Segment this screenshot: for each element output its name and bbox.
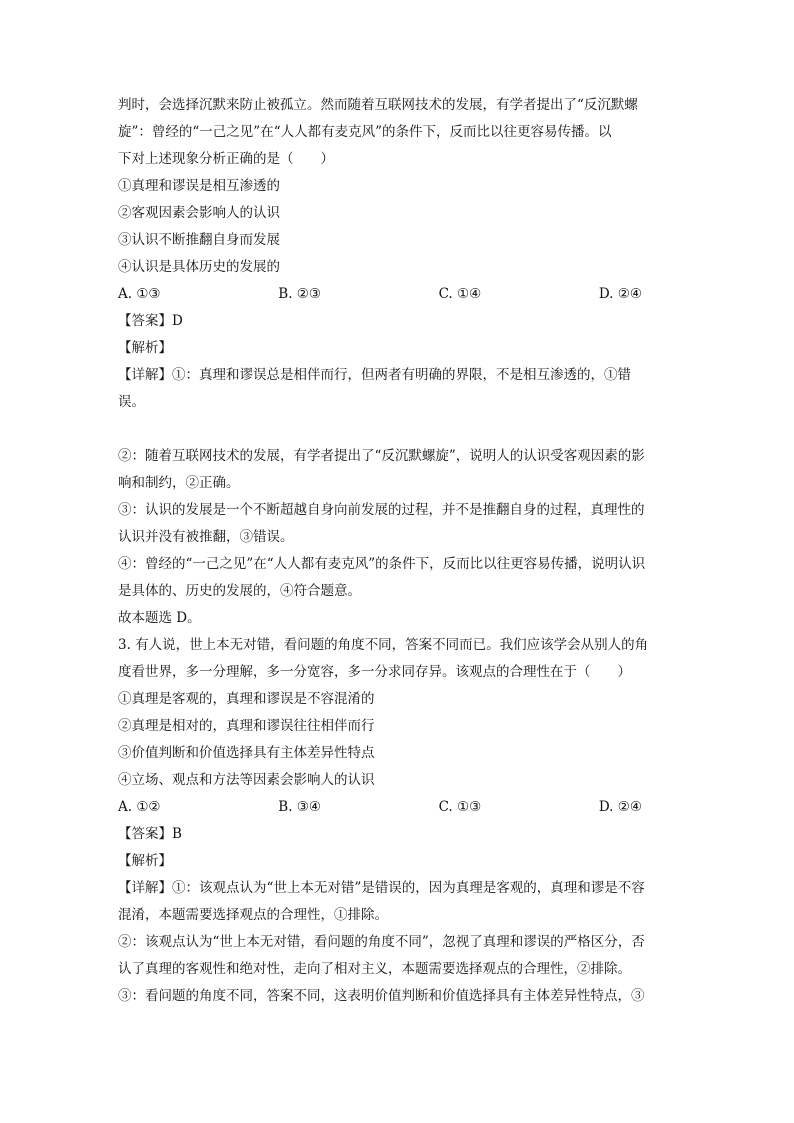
statement-item: ④立场、观点和方法等因素会影响人的认识: [118, 772, 375, 788]
detail-line: 混淆，本题需要选择观点的合理性，①排除。: [118, 907, 388, 923]
detail-line: 认识并没有被推翻，③错误。: [118, 529, 294, 545]
question-3: [118, 632, 678, 1010]
question-2: [118, 92, 678, 632]
answer-options: [118, 281, 678, 308]
detail-line: 【详解】①：该观点认为“世上本无对错”是错误的，因为真理是客观的，真理和谬是不容: [118, 880, 645, 896]
statement-item: ③认识不断推翻自身而发展: [118, 232, 280, 248]
option-d: D. ②④: [598, 799, 642, 815]
option-c: C. ①④: [438, 286, 482, 302]
option-c: C. ①③: [438, 799, 482, 815]
statement-item: ②真理是相对的，真理和谬误往往相伴而行: [118, 718, 375, 734]
question-stem-line: 度看世界，多一分理解，多一分宽容，多一分求同存异。该观点的合理性在于（ ）: [118, 664, 631, 680]
blank-line: [118, 416, 678, 443]
detail-line: ②：该观点认为“世上本无对错，看问题的角度不同”，忽视了真理和谬误的严格区分，否: [118, 934, 645, 950]
option-b: B. ③④: [278, 799, 321, 815]
detail-line: 【详解】①：真理和谬误总是相伴而行，但两者有明确的界限，不是相互渗透的，①错: [118, 367, 631, 383]
statement-item: ①真理和谬误是相互渗透的: [118, 178, 280, 194]
answer-options: [118, 794, 678, 821]
detail-line: 误。: [118, 394, 145, 410]
analysis-label: 【解析】: [118, 853, 172, 869]
detail-line: ③：认识的发展是一个不断超越自身向前发展的过程，并不是推翻自身的过程，真理性的: [118, 502, 645, 518]
detail-line: ④：曾经的“一己之见”在“人人都有麦克风”的条件下，反而比以往更容易传播，说明认识: [118, 556, 646, 572]
answer-label: 【答案】B: [118, 826, 182, 842]
conclusion-line: 故本题选 D。: [118, 610, 201, 626]
statement-item: ④认识是具体历史的发展的: [118, 259, 280, 275]
option-a: A. ①②: [118, 799, 161, 815]
statement-item: ①真理是客观的，真理和谬误是不容混淆的: [118, 691, 375, 707]
option-a: A. ①③: [118, 286, 161, 302]
question-stem-line: 旋”：曾经的“一己之见”在“人人都有麦克风”的条件下，反而比以往更容易传播。以: [118, 124, 612, 140]
option-d: D. ②④: [598, 286, 642, 302]
detail-line: 认了真理的客观性和绝对性，走向了相对主义，本题需要选择观点的合理性，②排除。: [118, 961, 631, 977]
detail-line: 是具体的、历史的发展的，④符合题意。: [118, 583, 361, 599]
answer-label: 【答案】D: [118, 313, 183, 329]
option-b: B. ②③: [278, 286, 321, 302]
detail-line: ③：看问题的角度不同，答案不同，这表明价值判断和价值选择具有主体差异性特点，③: [118, 988, 645, 1004]
detail-line: 响和制约，②正确。: [118, 475, 240, 491]
statement-item: ③价值判断和价值选择具有主体差异性特点: [118, 745, 375, 761]
analysis-label: 【解析】: [118, 340, 172, 356]
document-page: [118, 92, 678, 1010]
question-stem-line: 判时，会选择沉默来防止被孤立。然而随着互联网技术的发展，有学者提出了“反沉默螺: [118, 97, 638, 113]
detail-line: ②：随着互联网技术的发展，有学者提出了“反沉默螺旋”，说明人的认识受客观因素的影: [118, 448, 645, 464]
question-stem-line: 3. 有人说，世上本无对错，看问题的角度不同，答案不同而已。我们应该学会从别人的角: [118, 637, 649, 653]
statement-item: ②客观因素会影响人的认识: [118, 205, 280, 221]
question-stem-line: 下对上述现象分析正确的是（ ）: [118, 151, 334, 167]
